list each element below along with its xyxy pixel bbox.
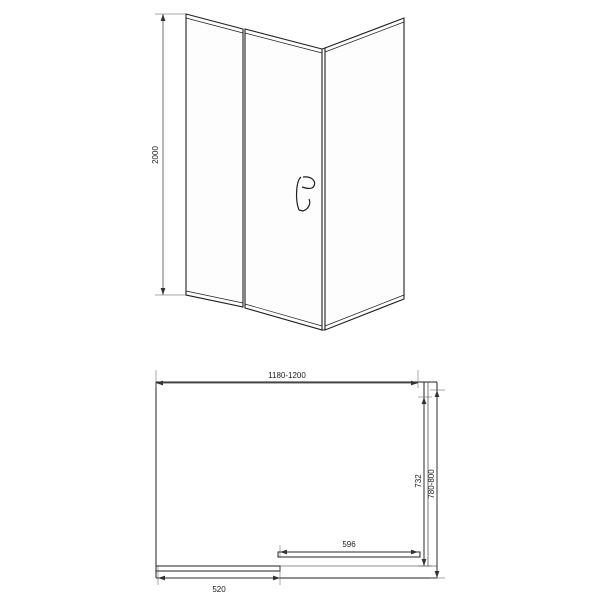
dimension-width-1180-1200 [156,370,418,388]
glass-fills [186,14,404,330]
dimension-label-door-opening: 596 [342,540,356,549]
dimension-label-height: 2000 [151,146,160,164]
plan-view [156,370,445,594]
dimension-label-depth-top: 732 [414,474,423,488]
sliding-door-panel [245,29,322,330]
side-glass-panel [325,18,404,330]
dimension-height-2000 [151,14,186,295]
dimension-label-panel-width: 520 [212,585,226,594]
fixed-glass-panel [186,14,243,307]
dimension-label-depth-range: 780-800 [427,469,436,499]
dimension-depth-780-800 [427,390,445,578]
plan-outline [156,382,437,578]
plan-fixed-panel [156,566,280,571]
plan-sliding-door-panel [278,552,420,557]
front-elevation-view [151,14,404,330]
plan-front-panels [156,552,437,571]
dimension-label-width: 1180-1200 [268,371,306,380]
corner-post [322,48,325,330]
